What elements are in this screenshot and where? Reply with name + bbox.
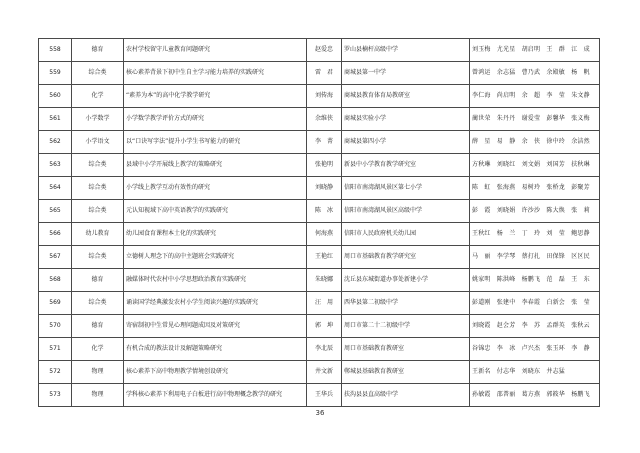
- category-cell: 幼儿教育: [72, 223, 124, 246]
- members-cell: 彭道刚 张建中 李春霞 白新会 张 莹: [470, 292, 600, 315]
- host-cell: 王华兵: [307, 384, 342, 407]
- host-cell: 井文新: [307, 361, 342, 384]
- category-cell: 综合类: [72, 246, 124, 269]
- row-number: 572: [39, 361, 72, 384]
- category-cell: 小学数学: [72, 108, 124, 131]
- unit-cell: 罗山县楠杆高级中学: [342, 39, 470, 62]
- project-title-cell: 核心素养背景下初中生自主学习能力培养的实践研究: [124, 62, 307, 85]
- table-row: [39, 131, 600, 154]
- category-cell: 德育: [72, 315, 124, 338]
- table-row: [39, 315, 600, 338]
- host-cell: 李 菁: [307, 131, 342, 154]
- row-number: 568: [39, 269, 72, 292]
- members-cell: 马 丽 李学琴 蔡打扎 田保锋 区区民: [470, 246, 600, 269]
- category-cell: 化学: [72, 85, 124, 108]
- host-cell: 汪 用: [307, 292, 342, 315]
- members-cell: 王新名 付志华 刘晓东 井志猛: [470, 361, 600, 384]
- project-table: [38, 38, 600, 407]
- unit-cell: 商城县第四小学: [342, 131, 470, 154]
- host-cell: 李北辰: [307, 338, 342, 361]
- row-number: 570: [39, 315, 72, 338]
- category-cell: 物理: [72, 384, 124, 407]
- table-row: [39, 62, 600, 85]
- unit-cell: 商城县教育体育局教研室: [342, 85, 470, 108]
- unit-cell: 周口市第二十二初级中学: [342, 315, 470, 338]
- project-title-cell: 小学线上教学互动有效性的研究: [124, 177, 307, 200]
- host-cell: 赵爱忠: [307, 39, 342, 62]
- host-cell: 张艳明: [307, 154, 342, 177]
- members-cell: 方秋琳 刘晓红 刘文娟 刘国芳 扶秋琳: [470, 154, 600, 177]
- project-title-cell: 以“口诀写字法”提升小学生书写能力的研究: [124, 131, 307, 154]
- table-body: [39, 39, 600, 407]
- category-cell: 化学: [72, 338, 124, 361]
- category-cell: 综合类: [72, 177, 124, 200]
- host-cell: 何海燕: [307, 223, 342, 246]
- members-cell: 刘晓霞 赵会芳 李 苏 孟群英 张秋云: [470, 315, 600, 338]
- host-cell: 余维侠: [307, 108, 342, 131]
- project-title-cell: 核心素养下高中物理教学情境创设研究: [124, 361, 307, 384]
- row-number: 561: [39, 108, 72, 131]
- table-row: [39, 338, 600, 361]
- category-cell: 综合类: [72, 292, 124, 315]
- unit-cell: 信阳市南湾湖风景区高级中学: [342, 200, 470, 223]
- row-number: 569: [39, 292, 72, 315]
- members-cell: 姚家明 陈洪峰 杨鹏飞 范 磊 王 东: [470, 269, 600, 292]
- unit-cell: 新县中小学教育教学研究室: [342, 154, 470, 177]
- table-row: [39, 177, 600, 200]
- host-cell: 刘传海: [307, 85, 342, 108]
- members-cell: 王秋红 杨 兰 丁 玲 刘 莹 鲍思静: [470, 223, 600, 246]
- unit-cell: 西华县第二初级中学: [342, 292, 470, 315]
- unit-cell: 沈丘县东城街道办事处新建小学: [342, 269, 470, 292]
- row-number: 558: [39, 39, 72, 62]
- table-row: [39, 223, 600, 246]
- project-title-cell: “素养为本”的高中化学教学研究: [124, 85, 307, 108]
- members-cell: 李仁海 尚启明 余 超 李 莹 朱文静: [470, 85, 600, 108]
- unit-cell: 商城县第一中学: [342, 62, 470, 85]
- table-row: [39, 39, 600, 62]
- category-cell: 德育: [72, 269, 124, 292]
- table-row: [39, 200, 600, 223]
- row-number: 571: [39, 338, 72, 361]
- category-cell: 物理: [72, 361, 124, 384]
- category-cell: 综合类: [72, 200, 124, 223]
- row-number: 560: [39, 85, 72, 108]
- host-cell: 郭 坤: [307, 315, 342, 338]
- category-cell: 综合类: [72, 62, 124, 85]
- project-title-cell: 寄宿制初中生常见心理问题成因及对策研究: [124, 315, 307, 338]
- unit-cell: 信阳市南湾湖风景区第七小学: [342, 177, 470, 200]
- project-title-cell: 有机合成的教法设计及解题策略研究: [124, 338, 307, 361]
- project-title-cell: 立德树人理念下的高中主题班会实践研究: [124, 246, 307, 269]
- row-number: 573: [39, 384, 72, 407]
- members-cell: 孙敏霞 邵普丽 葛方燕 郭筱华 杨鹏飞: [470, 384, 600, 407]
- row-number: 566: [39, 223, 72, 246]
- project-title-cell: 学科核心素养下利用电子白板进行高中物理概念教学的研究: [124, 384, 307, 407]
- unit-cell: 扶沟县县直高级中学: [342, 384, 470, 407]
- unit-cell: 信阳市人民政府机关幼儿园: [342, 223, 470, 246]
- members-cell: 刘玉梅 尤光星 胡启明 王 群 江 成: [470, 39, 600, 62]
- members-cell: 曾鸿运 余志猛 曹乃武 余殿敏 杨 帆: [470, 62, 600, 85]
- unit-cell: 周口市基础教育教学研究室: [342, 246, 470, 269]
- project-title-cell: 幼儿园食育课程本土化的实践研究: [124, 223, 307, 246]
- project-title-cell: 农村学校留守儿童教育问题研究: [124, 39, 307, 62]
- host-cell: 朱晓娜: [307, 269, 342, 292]
- category-cell: 综合类: [72, 154, 124, 177]
- table-row: [39, 269, 600, 292]
- unit-cell: 周口市基础教育教研室: [342, 338, 470, 361]
- table-row: [39, 246, 600, 269]
- page-number: 36: [315, 409, 325, 417]
- members-cell: 蔺世荣 朱丹丹 谢爱莹 彭馨华 张义梅: [470, 108, 600, 131]
- project-title-cell: 小学数学教学评价方式的研究: [124, 108, 307, 131]
- host-cell: 陈 冰: [307, 200, 342, 223]
- unit-cell: 商城县实验小学: [342, 108, 470, 131]
- row-number: 563: [39, 154, 72, 177]
- project-title-cell: 诵读国学经典激发农村小学生阅读兴趣的实践研究: [124, 292, 307, 315]
- members-cell: 彭 霞 刘晓娟 许沙沙 陈大焕 张 莉: [470, 200, 600, 223]
- table-row: [39, 384, 600, 407]
- table-row: [39, 85, 600, 108]
- host-cell: 刘晓静: [307, 177, 342, 200]
- table-row: [39, 108, 600, 131]
- members-cell: 陈 虹 张海燕 易树玲 张桥龙 彭聚芳: [470, 177, 600, 200]
- row-number: 565: [39, 200, 72, 223]
- unit-cell: 郸城县基础教育教研室: [342, 361, 470, 384]
- category-cell: 德育: [72, 39, 124, 62]
- table-row: [39, 154, 600, 177]
- members-cell: 谷锦忠 李 冰 卢兴杰 张玉环 李 静: [470, 338, 600, 361]
- host-cell: 雷 君: [307, 62, 342, 85]
- row-number: 559: [39, 62, 72, 85]
- project-title-cell: 元认知视域下高中英语教学的实践研究: [124, 200, 307, 223]
- project-title-cell: 县域中小学开展线上教学的策略研究: [124, 154, 307, 177]
- project-title-cell: 融媒体时代农村中小学思想政治教育实践研究: [124, 269, 307, 292]
- row-number: 564: [39, 177, 72, 200]
- category-cell: 小学语文: [72, 131, 124, 154]
- row-number: 562: [39, 131, 72, 154]
- host-cell: 王艳红: [307, 246, 342, 269]
- row-number: 567: [39, 246, 72, 269]
- table-row: [39, 292, 600, 315]
- members-cell: 薛 星 易 静 余 侠 徐中玲 余洁然: [470, 131, 600, 154]
- table-row: [39, 361, 600, 384]
